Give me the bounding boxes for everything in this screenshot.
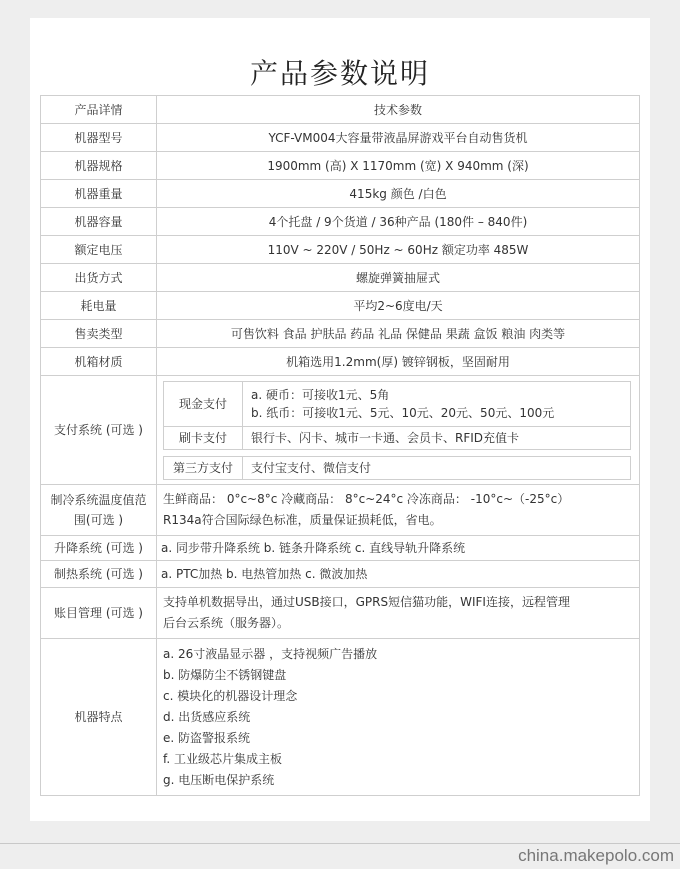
row-value: 1900mm (高) X 1170mm (宽) X 940mm (深) xyxy=(157,152,640,180)
list-item: f. 工业级芯片集成主板 xyxy=(163,751,282,766)
row-value: 平均2~6度电/天 xyxy=(157,292,640,320)
account-line2: 后台云系统（服务器）。 xyxy=(163,616,290,630)
cooling-refrigerant: R134a符合国际绿色标准，质量保证损耗低，省电。 xyxy=(163,513,442,527)
table-row xyxy=(41,320,640,348)
third-party-subtable xyxy=(163,456,631,480)
list-item: g. 电压断电保护系统 xyxy=(163,772,275,787)
row-value: 4个托盘 / 9个货道 / 36种产品 (180件 – 840件) xyxy=(157,208,640,236)
table-row xyxy=(41,124,640,152)
row-label: 额定电压 xyxy=(41,236,157,264)
list-item: b. 防爆防尘不锈钢键盘 xyxy=(163,667,287,682)
spec-table xyxy=(40,95,640,796)
lift-row xyxy=(41,536,640,561)
card-payment-value: 银行卡、闪卡、城市一卡通、会员卡、RFID充值卡 xyxy=(243,426,631,449)
row-label: 机器容量 xyxy=(41,208,157,236)
table-row xyxy=(41,208,640,236)
lift-value: a. 同步带升降系统 b. 链条升降系统 c. 直线导轨升降系统 xyxy=(157,536,640,561)
row-value: 螺旋弹簧抽屉式 xyxy=(157,264,640,292)
account-value xyxy=(157,588,640,639)
payment-options xyxy=(157,376,640,485)
lift-label: 升降系统 (可选 ) xyxy=(41,536,157,561)
header-label: 产品详情 xyxy=(41,96,157,124)
payment-label: 支付系统 (可选 ) xyxy=(41,376,157,485)
account-label: 账目管理 (可选 ) xyxy=(41,588,157,639)
features-label: 机器特点 xyxy=(41,639,157,796)
row-value: 可售饮料 食品 护肤品 药品 礼品 保健品 果蔬 盒饭 粮油 肉类等 xyxy=(157,320,640,348)
row-label: 出货方式 xyxy=(41,264,157,292)
payment-subtable xyxy=(163,381,631,450)
footer-divider xyxy=(0,843,680,844)
card-payment-row xyxy=(164,426,631,449)
heating-row xyxy=(41,561,640,588)
table-row xyxy=(41,348,640,376)
row-label: 售卖类型 xyxy=(41,320,157,348)
cooling-row xyxy=(41,485,640,536)
features-row xyxy=(41,639,640,796)
third-party-payment-value: 支付宝支付、微信支付 xyxy=(243,456,631,479)
cooling-label-line2: 围(可选 ) xyxy=(73,513,124,527)
table-row xyxy=(41,236,640,264)
payment-row xyxy=(41,376,640,485)
row-value: 110V ~ 220V / 50Hz ~ 60Hz 额定功率 485W xyxy=(157,236,640,264)
row-value: YCF-VM004大容量带液晶屏游戏平台自动售货机 xyxy=(157,124,640,152)
cooling-label-line1: 制冷系统温度值范 xyxy=(50,493,147,507)
bill-line: b. 纸币：可接收1元、5元、10元、20元、50元、100元 xyxy=(251,405,555,420)
row-label: 机器型号 xyxy=(41,124,157,152)
site-watermark: china.makepolo.com xyxy=(518,846,674,865)
features-list xyxy=(157,639,640,796)
row-value: 机箱选用1.2mm(厚) 镀锌钢板，坚固耐用 xyxy=(157,348,640,376)
table-row xyxy=(41,180,640,208)
cooling-label xyxy=(41,485,157,536)
cash-payment-row xyxy=(164,381,631,426)
row-label: 机箱材质 xyxy=(41,348,157,376)
list-item: a. 26寸液晶显示器 ，支持视频广告播放 xyxy=(163,646,378,661)
heating-value: a. PTC加热 b. 电热管加热 c. 微波加热 xyxy=(157,561,640,588)
coin-line: a. 硬币：可接收1元、5角 xyxy=(251,387,390,402)
row-label: 机器规格 xyxy=(41,152,157,180)
table-row xyxy=(41,264,640,292)
cash-payment-value xyxy=(243,381,631,426)
third-party-payment-row xyxy=(164,456,631,479)
table-row xyxy=(41,292,640,320)
cooling-temps: 生鲜商品： 0°c~8°c 冷藏商品： 8°c~24°c 冷冻商品： -10°c~（-25°c） xyxy=(163,492,570,506)
heating-label: 制热系统 (可选 ) xyxy=(41,561,157,588)
card-payment-label: 刷卡支付 xyxy=(164,426,243,449)
cash-payment-label: 现金支付 xyxy=(164,381,243,426)
table-row xyxy=(41,152,640,180)
header-value: 技术参数 xyxy=(157,96,640,124)
list-item: d. 出货感应系统 xyxy=(163,709,251,724)
row-value: 415kg 颜色 /白色 xyxy=(157,180,640,208)
third-party-payment-label: 第三方支付 xyxy=(164,456,243,479)
table-header-row xyxy=(41,96,640,124)
account-line1: 支持单机数据导出，通过USB接口，GPRS短信猫功能，WIFI连接，远程管理 xyxy=(163,595,570,609)
list-item: e. 防盗警报系统 xyxy=(163,730,251,745)
account-row xyxy=(41,588,640,639)
row-label: 耗电量 xyxy=(41,292,157,320)
page-title: 产品参数说明 xyxy=(249,57,430,90)
list-item: c. 模块化的机器设计理念 xyxy=(163,688,298,703)
spec-card xyxy=(30,18,650,821)
row-label: 机器重量 xyxy=(41,180,157,208)
cooling-value xyxy=(157,485,640,536)
